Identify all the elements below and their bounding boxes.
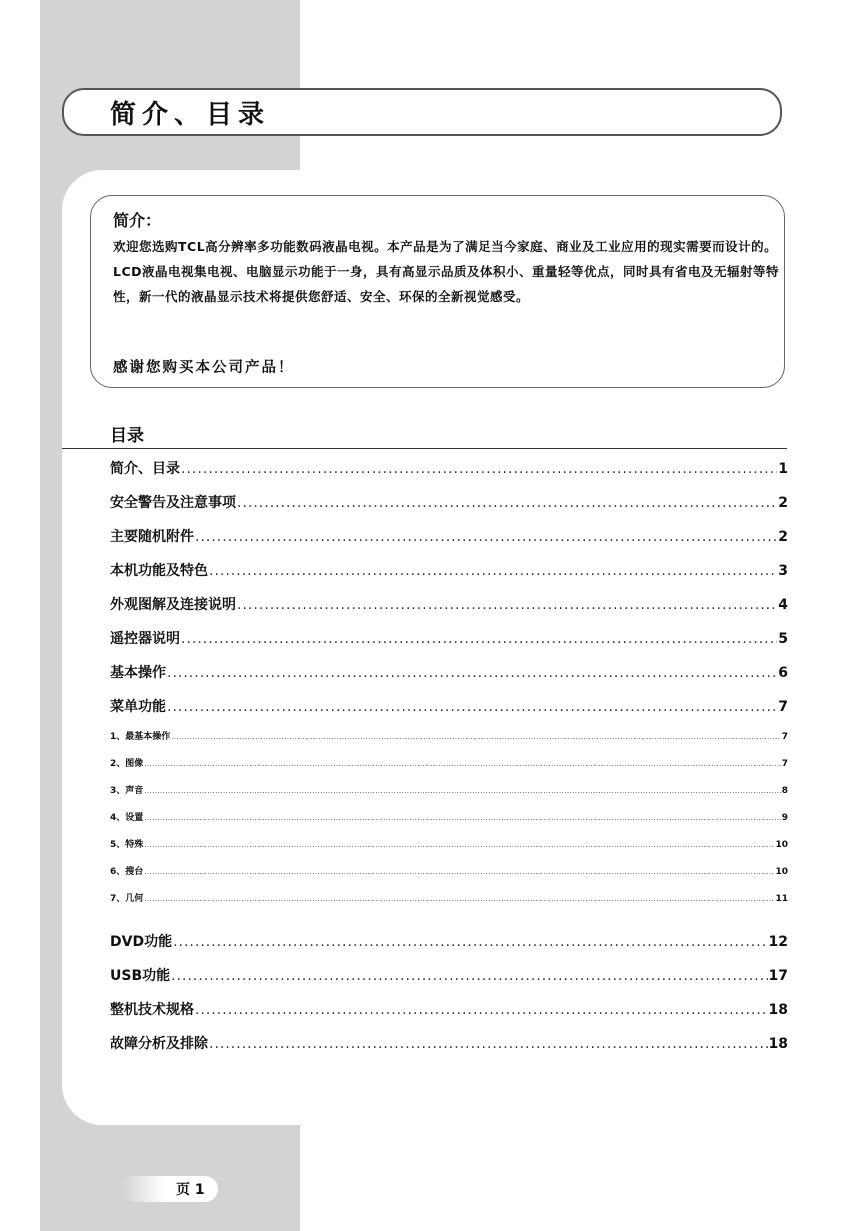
toc-entry-page: 12: [768, 934, 788, 950]
toc-leader: [237, 486, 777, 520]
toc-entry-label: 5、特殊: [110, 840, 144, 850]
toc-entry-label: 主要随机附件: [110, 529, 194, 545]
toc-heading: 目录: [110, 426, 144, 446]
toc-entry[interactable]: [110, 486, 788, 520]
toc-entry[interactable]: [110, 452, 788, 486]
toc-leader: [181, 452, 777, 486]
intro-box: [90, 195, 785, 388]
intro-thanks: 感谢您购买本公司产品！: [113, 360, 295, 376]
toc-divider: [62, 448, 787, 449]
toc-subentry[interactable]: [110, 886, 788, 913]
toc-leader: [209, 554, 777, 588]
toc-entry-label: DVD功能: [110, 934, 173, 950]
toc-entry-label: 7、几何: [110, 894, 144, 904]
toc-leader: [144, 832, 774, 859]
toc-leader: [144, 805, 780, 832]
toc-entry-label: 菜单功能: [110, 699, 166, 715]
toc-entry-label: 遥控器说明: [110, 631, 180, 647]
toc-entry-page: 9: [781, 813, 788, 823]
toc-entry[interactable]: [110, 588, 788, 622]
toc-entry-page: 6: [778, 665, 788, 681]
toc-leader: [144, 778, 780, 805]
toc-entry-page: 11: [775, 894, 788, 904]
toc-leader: [167, 656, 777, 690]
toc-leader: [195, 993, 768, 1027]
toc-leader: [144, 859, 774, 886]
toc-entry-page: 18: [768, 1036, 788, 1052]
toc-leader: [171, 959, 767, 993]
table-of-contents: [110, 452, 788, 1061]
toc-entry-page: 1: [778, 461, 788, 477]
toc-entry-label: 整机技术规格: [110, 1002, 194, 1018]
toc-leader: [173, 925, 767, 959]
toc-entry-page: 2: [778, 529, 788, 545]
toc-entry-label: 本机功能及特色: [110, 563, 208, 579]
toc-leader: [144, 886, 774, 913]
toc-entry[interactable]: [110, 554, 788, 588]
toc-entry-label: USB功能: [110, 968, 171, 984]
page-number-badge: [122, 1176, 218, 1202]
toc-leader: [237, 588, 777, 622]
toc-entry-page: 3: [778, 563, 788, 579]
toc-spacer: [110, 913, 788, 925]
toc-entry-label: 故障分析及排除: [110, 1036, 208, 1052]
toc-entry-label: 4、设置: [110, 813, 144, 823]
toc-entry-page: 8: [781, 786, 788, 796]
intro-body: 欢迎您选购TCL高分辨率多功能数码液晶电视。本产品是为了满足当今家庭、商业及工业应用的现实需要而设计的。LCD液晶电视集电视、电脑显示功能于一身，具有高显示品质及体积小、重量轻等优点，同时具有省电及无辐射等特性，新一代的液晶显示技术将提供您舒适、安全、环保的全新视觉感受。: [113, 239, 780, 304]
toc-leader: [167, 690, 777, 724]
toc-subentry[interactable]: [110, 751, 788, 778]
toc-subentry[interactable]: [110, 832, 788, 859]
toc-entry-page: 5: [778, 631, 788, 647]
toc-entry[interactable]: [110, 520, 788, 554]
toc-entry-label: 基本操作: [110, 665, 166, 681]
toc-entry-page: 7: [781, 759, 788, 769]
toc-subentry[interactable]: [110, 778, 788, 805]
toc-entry-page: 2: [778, 495, 788, 511]
toc-entry-page: 7: [778, 699, 788, 715]
toc-entry[interactable]: [110, 690, 788, 724]
toc-entry[interactable]: [110, 925, 788, 959]
toc-entry-label: 简介、目录: [110, 461, 180, 477]
toc-subentry[interactable]: [110, 724, 788, 751]
toc-entry-page: 18: [768, 1002, 788, 1018]
toc-entry-label: 安全警告及注意事项: [110, 495, 236, 511]
toc-entry-label: 外观图解及连接说明: [110, 597, 236, 613]
toc-entry-page: 7: [781, 732, 788, 742]
toc-entry-label: 6、搜台: [110, 867, 144, 877]
toc-subentry[interactable]: [110, 859, 788, 886]
toc-entry-label: 2、图像: [110, 759, 144, 769]
toc-entry-page: 17: [768, 968, 788, 984]
toc-entry-page: 4: [778, 597, 788, 613]
toc-leader: [181, 622, 777, 656]
page-title: 简介、目录: [110, 100, 271, 130]
toc-entry[interactable]: [110, 993, 788, 1027]
toc-entry-label: 3、声音: [110, 786, 144, 796]
page-number: 页 1: [176, 1182, 205, 1198]
page-title-bar: [62, 88, 782, 136]
toc-entry-label: 1、最基本操作: [110, 732, 171, 742]
toc-leader: [144, 751, 780, 778]
toc-entry[interactable]: [110, 622, 788, 656]
toc-entry[interactable]: [110, 656, 788, 690]
toc-entry-page: 10: [775, 840, 788, 850]
toc-entry[interactable]: [110, 959, 788, 993]
toc-leader: [195, 520, 777, 554]
intro-heading: 简介：: [113, 211, 162, 230]
toc-leader: [171, 724, 780, 751]
toc-entry-page: 10: [775, 867, 788, 877]
toc-leader: [209, 1027, 768, 1061]
toc-subentry[interactable]: [110, 805, 788, 832]
toc-entry[interactable]: [110, 1027, 788, 1061]
